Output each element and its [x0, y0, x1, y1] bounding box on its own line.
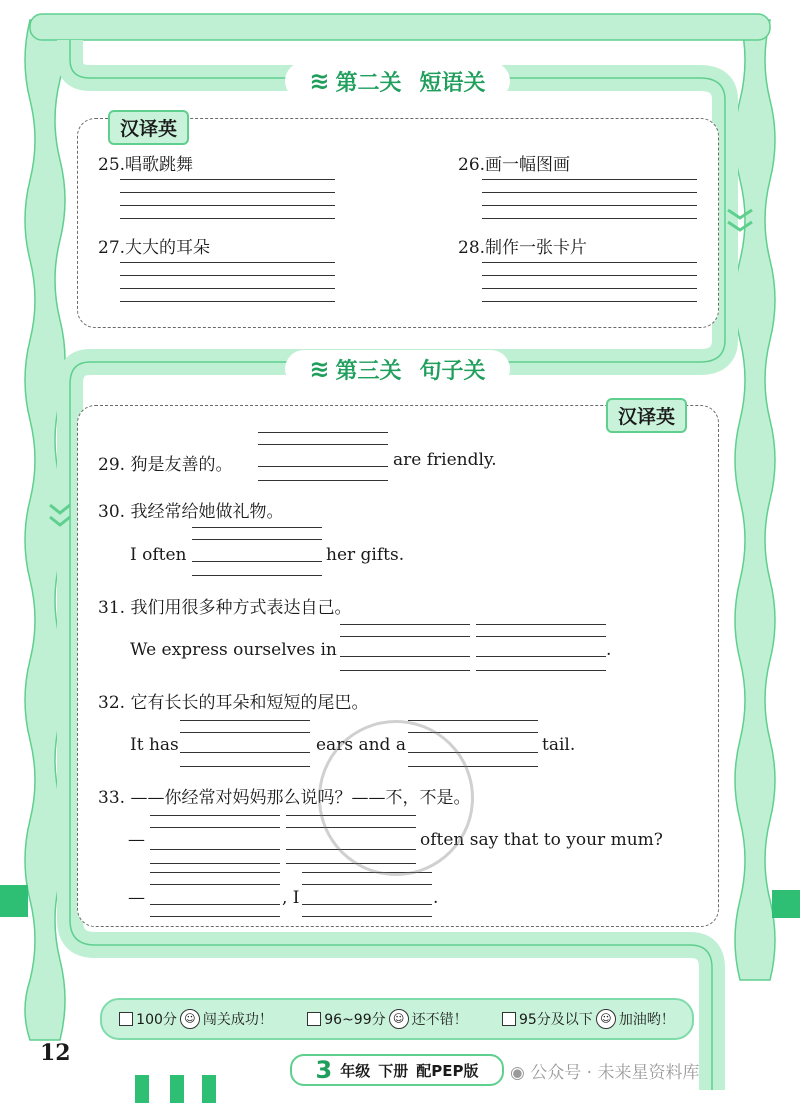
- q33-english-after: often say that to your mum?: [420, 830, 663, 850]
- checkbox-icon[interactable]: [502, 1012, 516, 1026]
- q29-blank[interactable]: [258, 432, 388, 482]
- q33-dash-1: —: [128, 830, 145, 850]
- q29-english: are friendly.: [393, 450, 497, 470]
- q33-blank-4[interactable]: [302, 872, 432, 918]
- q31-blank-2[interactable]: [476, 624, 606, 672]
- q33-blank-1[interactable]: [150, 815, 280, 865]
- q30-chinese: 30. 我经常给她做礼物。: [98, 502, 284, 522]
- page-number: 12: [40, 1040, 71, 1066]
- item-25: 25.唱歌跳舞: [98, 155, 194, 175]
- score-item-96: 96~99分 ☺ 还不错！: [307, 1009, 467, 1029]
- section3-subtitle: 句子关: [419, 358, 486, 384]
- smile-icon: ☺: [389, 1009, 409, 1029]
- section2-banner: [285, 62, 510, 100]
- section2-subtitle: 短语关: [419, 70, 486, 96]
- q32-blank-1[interactable]: [180, 720, 310, 768]
- wave-icon: ≋: [309, 355, 330, 383]
- q33-dash-2: —: [128, 888, 145, 908]
- q32-chinese: 32. 它有长长的耳朵和短短的尾巴。: [98, 693, 369, 713]
- q30-english-after: her gifts.: [326, 545, 405, 565]
- section2-title: 第二关: [335, 70, 402, 96]
- section3-banner: [285, 350, 510, 388]
- q30-blank[interactable]: [192, 527, 322, 577]
- q29-chinese: 29. 狗是友善的。: [98, 455, 233, 475]
- section3-title: 第三关: [335, 358, 402, 384]
- q33-chinese: 33. ——你经常对妈妈那么说吗？——不，不是。: [98, 788, 471, 808]
- q32-english-after: tail.: [542, 735, 576, 755]
- q31-period: .: [606, 640, 612, 660]
- q31-english-before: We express ourselves in: [130, 640, 337, 660]
- q30-english-before: I often: [130, 545, 187, 565]
- q32-english-mid: ears and a: [316, 735, 406, 755]
- q31-chinese: 31. 我们用很多种方式表达自己。: [98, 598, 352, 618]
- checkbox-icon[interactable]: [307, 1012, 321, 1026]
- score-item-95: 95分及以下 ☺ 加油哟！: [502, 1009, 675, 1029]
- face-icon: ☺: [180, 1009, 200, 1029]
- wave-icon: ≋: [309, 67, 330, 95]
- section3-tag: 汉译英: [606, 398, 687, 433]
- grade-badge: 3 年级 下册 配PEP版: [290, 1054, 504, 1086]
- section2-tag: 汉译英: [108, 110, 189, 145]
- answer-lines-25[interactable]: [120, 179, 335, 219]
- item-27: 27.大大的耳朵: [98, 238, 211, 258]
- wechat-watermark: ◉ 公众号 · 未来星资料库: [510, 1063, 700, 1083]
- q33-blank-3[interactable]: [150, 872, 280, 918]
- item-26: 26.画一幅图画: [458, 155, 571, 175]
- score-item-100: 100分 ☺ 闯关成功！: [119, 1009, 273, 1029]
- item-28: 28.制作一张卡片: [458, 238, 588, 258]
- checkbox-icon[interactable]: [119, 1012, 133, 1026]
- q33-period: .: [433, 888, 439, 908]
- wechat-icon: ◉: [510, 1063, 531, 1083]
- q33-comma-i: , I: [282, 888, 300, 908]
- answer-lines-28[interactable]: [482, 262, 697, 302]
- q32-english-before: It has: [130, 735, 179, 755]
- score-strip: [100, 998, 694, 1040]
- answer-lines-26[interactable]: [482, 179, 697, 219]
- answer-lines-27[interactable]: [120, 262, 335, 302]
- q31-blank-1[interactable]: [340, 624, 470, 672]
- cheer-face-icon: ☺: [596, 1009, 616, 1029]
